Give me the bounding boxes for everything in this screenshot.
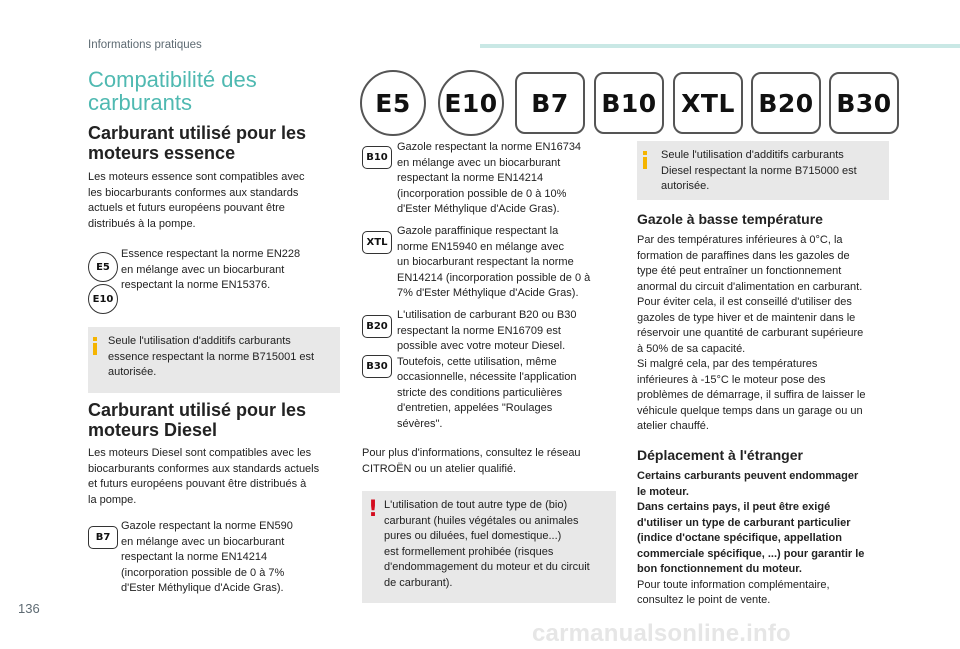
text-line: 7% d'Ester Méthylique d'Acide Gras). bbox=[397, 287, 579, 299]
text-line: occasionnelle, nécessite l'application bbox=[397, 371, 577, 383]
text-line: Certains carburants peuvent endommager bbox=[637, 470, 859, 482]
abroad-text bbox=[637, 469, 864, 609]
text-line: véhicule quelque temps dans un garage ou un bbox=[637, 404, 863, 417]
diesel-heading-line2: moteurs Diesel bbox=[88, 420, 218, 440]
text-line: (incorporation possible de 0 à 7% bbox=[121, 566, 285, 579]
text-line: formation de paraffines dans les gazoles de bbox=[637, 249, 850, 262]
text-line: un biocarburant respectant la norme bbox=[397, 256, 574, 268]
text-line: est formellement prohibée (risques bbox=[384, 545, 554, 558]
text-line: Pour éviter cela, il est conseillé d'utiliser des bbox=[637, 296, 852, 308]
text-line: pures ou diluées, fuel domestique...) bbox=[384, 530, 562, 542]
text-line: bon fonctionnement du moteur. bbox=[637, 563, 802, 575]
text-line: consultez le point de vente. bbox=[637, 594, 771, 606]
text-line: d'utiliser un type de carburant particulier bbox=[637, 516, 851, 529]
more-info-text bbox=[362, 446, 581, 477]
page-number: 136 bbox=[18, 601, 40, 616]
badge-xtl-small: XTL bbox=[362, 231, 392, 254]
b20-b30-desc bbox=[397, 308, 576, 432]
badge-b10-large: B10 bbox=[594, 72, 664, 134]
badge-b10-small: B10 bbox=[362, 146, 392, 169]
page-title bbox=[88, 68, 257, 114]
low-temp-text bbox=[637, 233, 865, 435]
text-line: Les moteurs essence sont compatibles avec bbox=[88, 171, 305, 183]
text-line: Par des températures inférieures à 0°C, la bbox=[637, 234, 843, 246]
text-line: respectant la norme EN16709 est bbox=[397, 324, 561, 337]
b7-desc bbox=[121, 519, 293, 597]
text-line: respectant la norme EN15376. bbox=[121, 279, 271, 291]
essence-note-box bbox=[88, 327, 340, 393]
text-line: d'entretien, appelées "Roulages bbox=[397, 402, 553, 414]
text-line: le moteur. bbox=[637, 485, 689, 498]
text-line: les biocarburants conformes aux standards bbox=[88, 186, 299, 199]
text-line: biocarburants conformes aux standards actuels bbox=[88, 462, 320, 475]
text-line: Diesel respectant la norme B715000 est bbox=[661, 164, 857, 177]
text-line: Gazole paraffinique respectant la bbox=[397, 225, 559, 237]
text-line: Les moteurs Diesel sont compatibles avec les bbox=[88, 447, 312, 459]
text-line: autorisée. bbox=[661, 180, 710, 192]
low-temp-heading: Gazole à basse température bbox=[637, 211, 823, 227]
badge-e5-small: E5 bbox=[88, 252, 118, 282]
essence-heading bbox=[88, 123, 306, 163]
diesel-note-text bbox=[661, 148, 857, 195]
section-label: Informations pratiques bbox=[88, 39, 202, 51]
badge-b7-large: B7 bbox=[515, 72, 585, 134]
text-line: CITROËN ou un atelier qualifié. bbox=[362, 462, 517, 475]
text-line: en mélange avec un biocarburant bbox=[397, 156, 561, 169]
text-line: distribués à la pompe. bbox=[88, 217, 196, 230]
text-line: Seule l'utilisation d'additifs carburants bbox=[661, 149, 844, 161]
text-line: anormal du circuit d'alimentation en carburant. bbox=[637, 280, 863, 293]
badge-b30-large: B30 bbox=[829, 72, 899, 134]
text-line: commerciale spécifique, ...) pour garantir le bbox=[637, 547, 865, 560]
warning-icon: ! bbox=[368, 497, 379, 522]
text-line: d'Ester Méthylique d'Acide Gras). bbox=[121, 582, 284, 594]
b10-desc bbox=[397, 140, 581, 218]
text-line: d'Ester Méthylique d'Acide Gras). bbox=[397, 203, 560, 215]
text-line: essence respectant la norme B715001 est bbox=[108, 350, 315, 363]
essence-note-text bbox=[108, 334, 314, 381]
badge-b7-small: B7 bbox=[88, 526, 118, 549]
text-line: réservoir une quantité de carburant supérieure bbox=[637, 327, 864, 339]
text-line: de carburant). bbox=[384, 576, 453, 589]
essence-fuel-desc bbox=[121, 247, 300, 294]
abroad-heading: Déplacement à l'étranger bbox=[637, 447, 803, 463]
text-line: Si malgré cela, par des températures bbox=[637, 358, 818, 370]
text-line: en mélange avec un biocarburant bbox=[121, 535, 285, 548]
warning-box bbox=[362, 491, 616, 603]
badge-e10-large: E10 bbox=[438, 70, 504, 136]
text-line: à 50% de sa capacité. bbox=[637, 342, 746, 355]
text-line: respectant la norme EN14214 bbox=[121, 551, 268, 563]
text-line: sévères". bbox=[397, 417, 443, 430]
essence-heading-line1: Carburant utilisé pour les bbox=[88, 123, 307, 143]
header-accent-bar bbox=[480, 44, 960, 48]
badge-b20-small: B20 bbox=[362, 315, 392, 338]
text-line: problèmes de démarrage, il suffira de laisser le bbox=[637, 389, 866, 401]
text-line: Gazole respectant la norme EN16734 bbox=[397, 141, 582, 153]
page-title-line2: carburants bbox=[88, 90, 192, 115]
text-line: L'utilisation de carburant B20 ou B30 bbox=[397, 309, 577, 321]
diesel-note-box bbox=[637, 141, 889, 200]
text-line: Pour plus d'informations, consultez le réseau bbox=[362, 447, 581, 459]
text-line: Pour toute information complémentaire, bbox=[637, 578, 830, 591]
text-line: et futurs européens pouvant être distribués à bbox=[88, 478, 307, 490]
text-line: d'endommagement du moteur et du circuit bbox=[384, 561, 590, 573]
text-line: inférieures à -15°C le moteur pose des bbox=[637, 373, 826, 386]
warning-text bbox=[384, 498, 590, 591]
text-line: type été peut entraîner un fonctionnement bbox=[637, 265, 842, 277]
xtl-desc bbox=[397, 224, 590, 302]
text-line: respectant la norme EN14214 bbox=[397, 172, 544, 184]
text-line: norme EN15940 en mélange avec bbox=[397, 240, 564, 253]
essence-intro bbox=[88, 170, 304, 232]
text-line: (incorporation possible de 0 à 10% bbox=[397, 187, 567, 200]
diesel-heading bbox=[88, 400, 306, 440]
text-line: actuels et futurs européens pouvant être bbox=[88, 202, 285, 214]
watermark: carmanualsonline.info bbox=[532, 620, 791, 647]
text-line: (indice d'octane spécifique, appellation bbox=[637, 532, 842, 544]
text-line: EN14214 (incorporation possible de 0 à bbox=[397, 271, 591, 284]
text-line: Toutefois, cette utilisation, même bbox=[397, 355, 557, 368]
diesel-heading-line1: Carburant utilisé pour les bbox=[88, 400, 307, 420]
essence-heading-line2: moteurs essence bbox=[88, 143, 236, 163]
text-line: Seule l'utilisation d'additifs carburants bbox=[108, 335, 291, 347]
text-line: autorisée. bbox=[108, 366, 157, 378]
text-line: carburant (huiles végétales ou animales bbox=[384, 514, 579, 527]
text-line: gazoles de type hiver et de maintenir dans le bbox=[637, 311, 856, 324]
text-line: la pompe. bbox=[88, 493, 137, 506]
text-line: Essence respectant la norme EN228 bbox=[121, 248, 301, 260]
text-line: atelier chauffé. bbox=[637, 420, 709, 432]
text-line: L'utilisation de tout autre type de (bio) bbox=[384, 499, 568, 511]
text-line: Dans certains pays, il peut être exigé bbox=[637, 501, 831, 513]
text-line: en mélange avec un biocarburant bbox=[121, 263, 285, 276]
diesel-intro bbox=[88, 446, 319, 508]
badge-xtl-large: XTL bbox=[673, 72, 743, 134]
text-line: stricte des conditions particulières bbox=[397, 386, 563, 399]
badge-e10-small: E10 bbox=[88, 284, 118, 314]
text-line: Gazole respectant la norme EN590 bbox=[121, 520, 293, 532]
text-line: possible avec votre moteur Diesel. bbox=[397, 340, 566, 352]
badge-b30-small: B30 bbox=[362, 355, 392, 378]
page-title-line1: Compatibilité des bbox=[88, 67, 257, 92]
badge-e5-large: E5 bbox=[360, 70, 426, 136]
badge-b20-large: B20 bbox=[751, 72, 821, 134]
